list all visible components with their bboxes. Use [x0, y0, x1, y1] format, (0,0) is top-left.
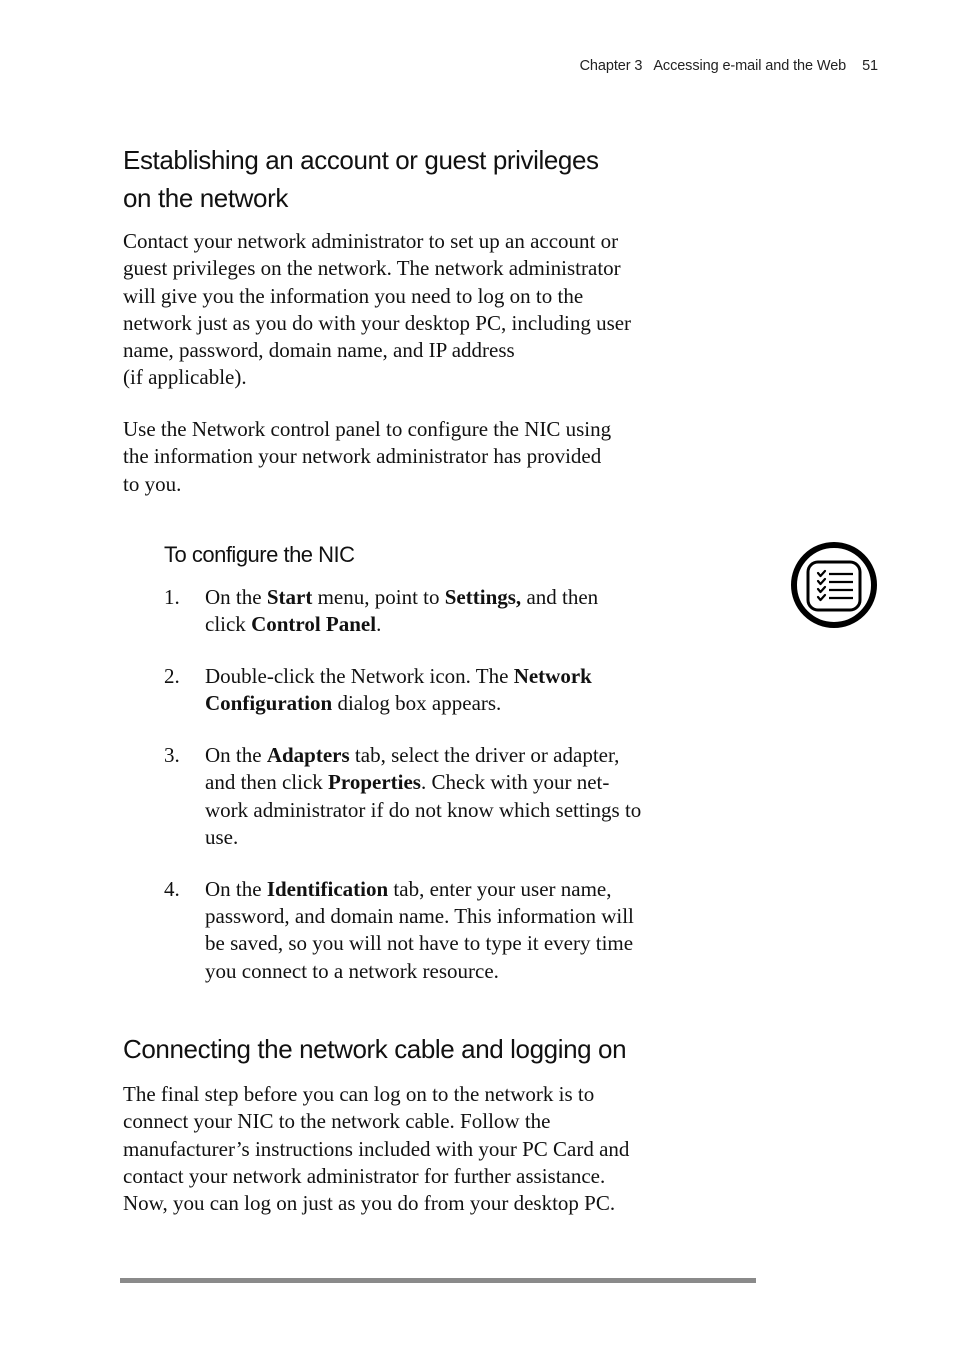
step-text: On the: [205, 585, 267, 609]
footer-rule: [120, 1278, 756, 1283]
step-number: 2.: [164, 664, 180, 689]
text-line: guest privileges on the network. The network administrator: [123, 256, 621, 281]
step-text: and then: [521, 585, 599, 609]
step-emphasis: Control Panel: [251, 612, 377, 637]
step-emphasis: Identification: [266, 876, 389, 901]
step-emphasis: Settings,: [444, 585, 522, 609]
paragraph-final-step: [123, 1081, 753, 1217]
step-3: [164, 742, 744, 851]
header-chapter: Chapter 3: [579, 58, 643, 74]
step-text: work administrator if do not know which settings to: [205, 797, 642, 822]
step-text: . Check with your net-: [420, 770, 610, 795]
step-number: 1.: [164, 585, 180, 609]
procedure-steps: [164, 584, 744, 1010]
step-emphasis: Start: [266, 585, 313, 609]
text-line: the information your network administrator has provided: [123, 444, 602, 469]
step-text: .: [376, 612, 382, 637]
text-line: (if applicable).: [123, 365, 247, 390]
step-text: you connect to a network resource.: [205, 958, 499, 983]
text-line: network just as you do with your desktop PC, including user: [123, 310, 632, 335]
text-line: The final step before you can log on to the network is to: [123, 1082, 595, 1106]
paragraph-network-control-panel: [123, 416, 753, 498]
step-text: password, and domain name. This information will: [205, 904, 634, 929]
text-line: Contact your network administrator to set up an account or: [123, 229, 619, 253]
text-line: will give you the information you need to log on to the: [123, 283, 584, 308]
procedure-heading: To configure the NIC: [164, 542, 355, 567]
step-text: be saved, so you will not have to type it every time: [205, 931, 634, 956]
text-line: manufacturer’s instructions included with your PC Card and: [123, 1136, 630, 1161]
step-text: On the: [205, 743, 267, 768]
step-number: 4.: [164, 876, 180, 901]
step-emphasis: Configuration: [205, 691, 333, 716]
text-line: Use the Network control panel to configure the NIC using: [123, 417, 612, 441]
text-line: connect your NIC to the network cable. Follow the: [123, 1109, 551, 1134]
step-text: tab, select the driver or adapter,: [349, 743, 620, 768]
step-emphasis: Properties: [328, 770, 421, 795]
paragraph-contact-administrator: [123, 228, 753, 392]
step-number: 3.: [164, 743, 180, 768]
running-header: [580, 58, 878, 74]
step-text: Double-click the Network icon. The: [205, 664, 514, 689]
step-text: and then click: [205, 770, 329, 795]
section-heading-establishing-account: [123, 141, 743, 217]
step-emphasis: Adapters: [266, 743, 350, 768]
text-line: Now, you can log on just as you do from your desktop PC.: [123, 1191, 616, 1216]
heading-line: on the network: [123, 183, 288, 213]
step-4: [164, 876, 744, 985]
step-text: dialog box appears.: [332, 691, 502, 716]
page-number: 51: [862, 58, 878, 74]
checklist-icon: [791, 542, 877, 628]
step-2: [164, 663, 744, 718]
text-line: name, password, domain name, and IP address: [123, 338, 515, 363]
heading-line: Establishing an account or guest privileges: [123, 145, 599, 175]
step-emphasis: Network: [513, 664, 592, 689]
step-text: On the: [205, 876, 267, 901]
section-heading-connecting-cable: Connecting the network cable and logging on: [123, 1034, 627, 1064]
step-text: tab, enter your user name,: [388, 876, 612, 901]
step-text: click: [205, 612, 252, 637]
step-text: use.: [205, 825, 239, 850]
text-line: to you.: [123, 471, 182, 496]
text-line: contact your network administrator for further assistance.: [123, 1163, 606, 1188]
step-text: menu, point to: [312, 585, 445, 609]
step-1: [164, 584, 744, 639]
header-title: Accessing e-mail and the Web: [653, 58, 847, 74]
